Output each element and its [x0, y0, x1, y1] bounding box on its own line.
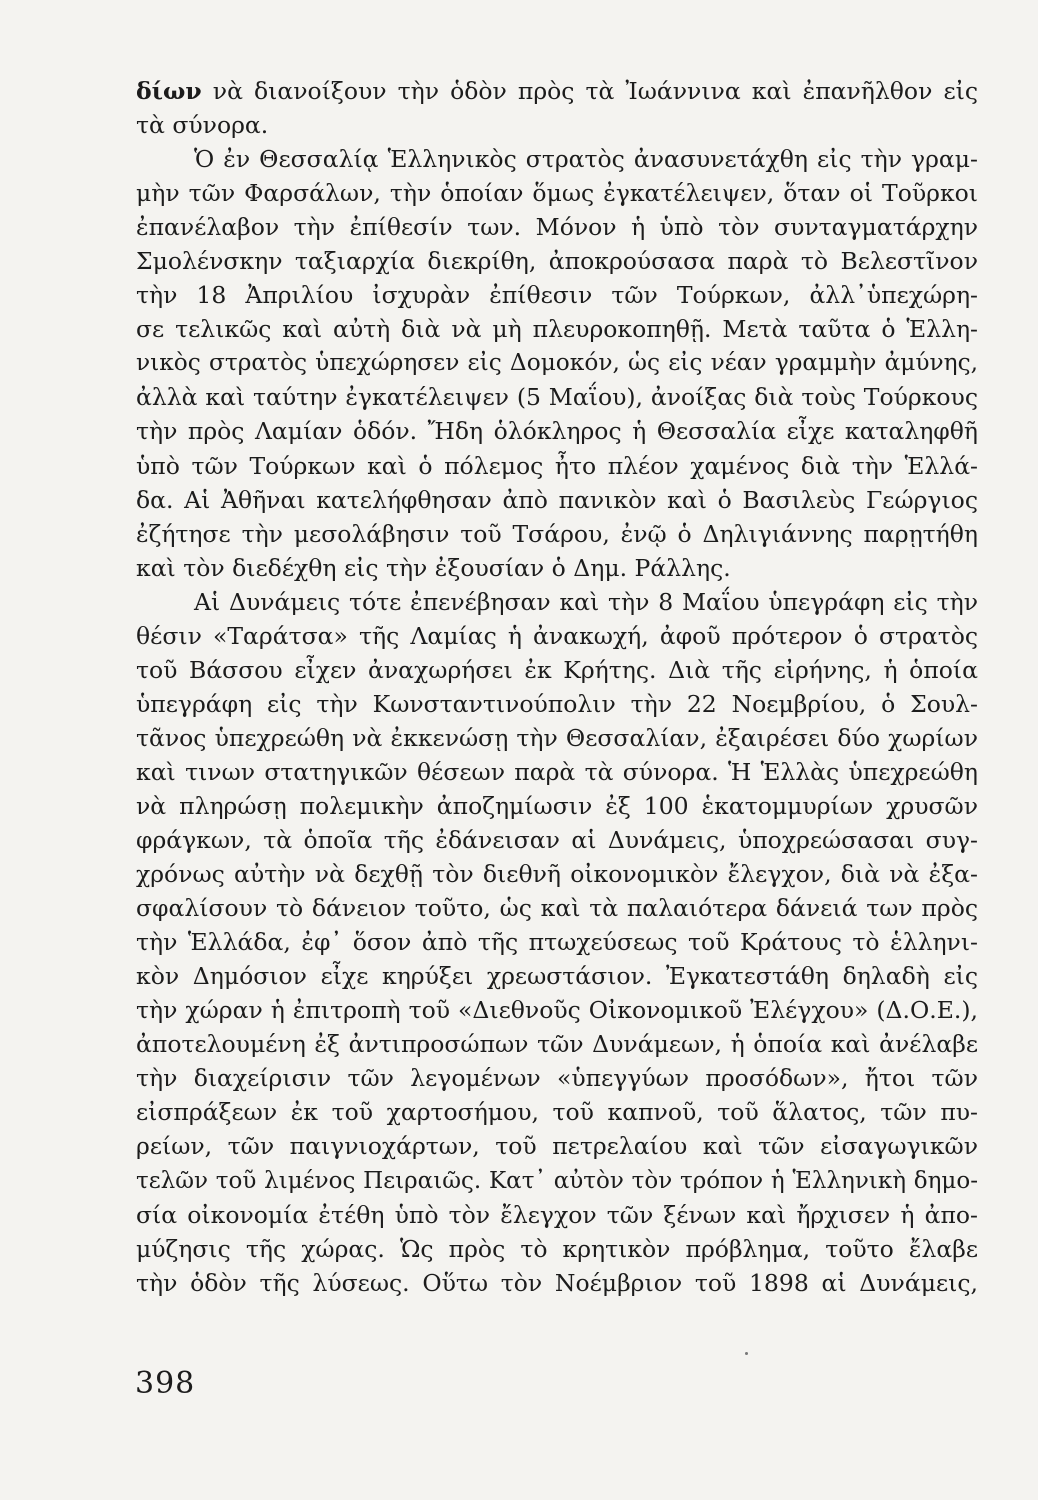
text-line: Σμολένσκην ταξιαρχία διεκρίθη, ἀποκρούσασα παρὰ τὸ Βελεστῖνον: [136, 247, 978, 276]
text-line: ἀποτελουμένη ἐξ ἀντιπροσώπων τῶν Δυνάμεων, ἡ ὁποία καὶ ἀνέλαβε: [136, 1030, 978, 1059]
paper-speck: [745, 1352, 748, 1355]
page-number: 398: [135, 1366, 196, 1401]
text-line: τᾶνος ὑπεχρεώθη νὰ ἐκκενώσῃ τὴν Θεσσαλίαν, ἐξαιρέσει δύο χωρίων: [136, 723, 978, 752]
text-line: τὴν 18 Ἀπριλίου ἰσχυρὰν ἐπίθεσιν τῶν Τούρκων, ἀλλ᾽ὑπεχώρη-: [136, 281, 978, 310]
text-line: Ὁ ἐν Θεσσαλίᾳ Ἑλληνικὸς στρατὸς ἀνασυνετάχθη εἰς τὴν γραμ-: [194, 145, 978, 174]
text-line: σία οἰκονομία ἐτέθη ὑπὸ τὸν ἔλεγχον τῶν ξένων καὶ ἤρχισεν ἡ ἀπο-: [136, 1200, 978, 1229]
text-line: τὴν ὁδὸν τῆς λύσεως. Οὕτω τὸν Νοέμβριον τοῦ 1898 αἱ Δυνάμεις,: [136, 1268, 978, 1297]
text-line: ἐζήτησε τὴν μεσολάβησιν τοῦ Τσάρου, ἐνῷ ὁ Δηλιγιάννης παρῃτήθη: [136, 519, 978, 548]
text-line: τελῶν τοῦ λιμένος Πειραιῶς. Κατ᾽ αὐτὸν τὸν τρόπον ἡ Ἑλληνικὴ δημο-: [136, 1167, 978, 1194]
text-line: εἰσπράξεων ἐκ τοῦ χαρτοσήμου, τοῦ καπνοῦ, τοῦ ἅλατος, τῶν πυ-: [136, 1098, 978, 1127]
text-line: μὴν τῶν Φαρσάλων, τὴν ὁποίαν ὅμως ἐγκατέλειψεν, ὅταν οἱ Τοῦρκοι: [136, 179, 978, 208]
text-line: καὶ τὸν διεδέχθη εἰς τὴν ἐξουσίαν ὁ Δημ. Ράλλης.: [136, 553, 731, 582]
text-line: ἀλλὰ καὶ ταύτην ἐγκατέλειψεν (5 Μαΐου), ἀνοίξας διὰ τοὺς Τούρκους: [136, 383, 978, 412]
text-line: τὴν διαχείρισιν τῶν λεγομένων «ὑπεγγύων προσόδων», ἤτοι τῶν: [136, 1064, 978, 1093]
text-line: ρείων, τῶν παιγνιοχάρτων, τοῦ πετρελαίου καὶ τῶν εἰσαγωγικῶν: [136, 1132, 978, 1161]
text-line: σε τελικῶς καὶ αὐτὴ διὰ νὰ μὴ πλευροκοπηθῇ. Μετὰ ταῦτα ὁ Ἑλλη-: [136, 315, 978, 344]
text-line: χρόνως αὐτὴν νὰ δεχθῇ τὸν διεθνῆ οἰκονομικὸν ἔλεγχον, διὰ νὰ ἐξα-: [136, 860, 978, 889]
text-line: νικὸς στρατὸς ὑπεχώρησεν εἰς Δομοκόν, ὡς εἰς νέαν γραμμὴν ἀμύνης,: [136, 349, 978, 377]
text-line: σφαλίσουν τὸ δάνειον τοῦτο, ὡς καὶ τὰ παλαιότερα δάνειά των πρὸς: [136, 894, 978, 923]
text-line: τὴν Ἑλλάδα, ἐφ᾽ ὅσον ἀπὸ τῆς πτωχεύσεως τοῦ Κράτους τὸ ἑλληνι-: [136, 928, 978, 957]
text-line: δα. Αἱ Ἀθῆναι κατελήφθησαν ἀπὸ πανικὸν καὶ ὁ Βασιλεὺς Γεώργιος: [136, 485, 978, 514]
body-text: [136, 74, 978, 1300]
text-line: ἐπανέλαβον τὴν ἐπίθεσίν των. Μόνον ἡ ὑπὸ τὸν συνταγματάρχην: [136, 213, 978, 242]
text-line: Αἱ Δυνάμεις τότε ἐπενέβησαν καὶ τὴν 8 Μαΐου ὑπεγράφη εἰς τὴν: [194, 587, 978, 616]
text-line: δίων νὰ διανοίξουν τὴν ὁδὸν πρὸς τὰ Ἰωάννινα καὶ ἐπανῆλθον εἰς: [136, 77, 978, 105]
text-line: τὰ σύνορα.: [136, 111, 269, 140]
text-line: τὴν χώραν ἡ ἐπιτροπὴ τοῦ «Διεθνοῦς Οἰκονομικοῦ Ἐλέγχου» (Δ.Ο.Ε.),: [136, 996, 978, 1025]
text-line: κὸν Δημόσιον εἶχε κηρύξει χρεωστάσιον. Ἐγκατεστάθη δηλαδὴ εἰς: [136, 962, 978, 991]
text-line: μύζησις τῆς χώρας. Ὡς πρὸς τὸ κρητικὸν πρόβλημα, τοῦτο ἔλαβε: [136, 1234, 978, 1263]
text-line: ὑπεγράφη εἰς τὴν Κωνσταντινούπολιν τὴν 22 Νοεμβρίου, ὁ Σουλ-: [136, 689, 978, 718]
text-line: φράγκων, τὰ ὁποῖα τῆς ἐδάνεισαν αἱ Δυνάμεις, ὑποχρεώσασαι συγ-: [136, 826, 978, 855]
text-line: θέσιν «Ταράτσα» τῆς Λαμίας ἡ ἀνακωχή, ἀφοῦ πρότερον ὁ στρατὸς: [136, 621, 978, 650]
text-line: καὶ τινων στατηγικῶν θέσεων παρὰ τὰ σύνορα. Ἡ Ἑλλὰς ὑπεχρεώθη: [136, 757, 978, 786]
text-line: τὴν πρὸς Λαμίαν ὁδόν. Ἤδη ὁλόκληρος ἡ Θεσσαλία εἶχε καταληφθῆ: [136, 417, 978, 446]
text-line: νὰ πληρώσῃ πολεμικὴν ἀποζημίωσιν ἐξ 100 ἑκατομμυρίων χρυσῶν: [136, 791, 978, 820]
text-line: ὑπὸ τῶν Τούρκων καὶ ὁ πόλεμος ἦτο πλέον χαμένος διὰ τὴν Ἑλλά-: [136, 451, 978, 480]
text-line: τοῦ Βάσσου εἶχεν ἀναχωρήσει ἐκ Κρήτης. Διὰ τῆς εἰρήνης, ἡ ὁποία: [136, 655, 978, 684]
